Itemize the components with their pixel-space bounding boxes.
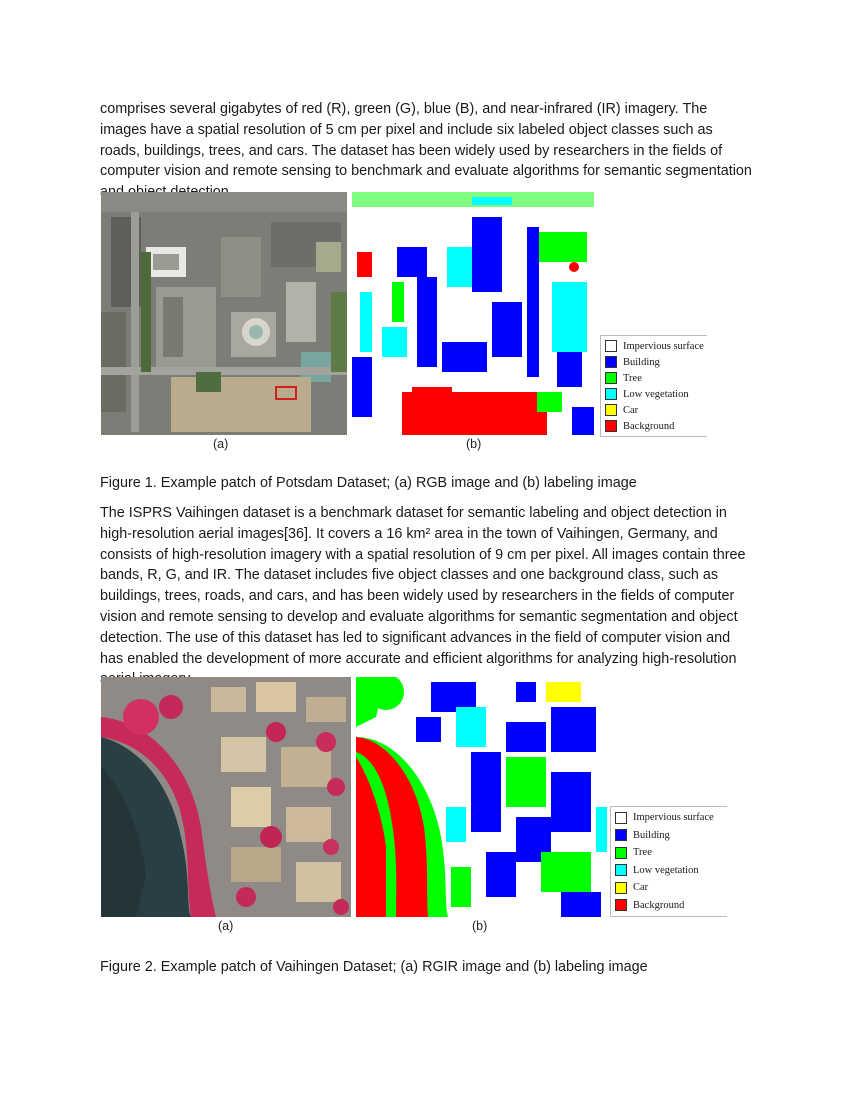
potsdam-label-image xyxy=(352,192,594,435)
legend-label: Background xyxy=(623,420,675,432)
legend-swatch-tree xyxy=(615,847,627,859)
legend-swatch-low-vegetation xyxy=(605,388,617,400)
legend-label: Low vegetation xyxy=(633,864,699,876)
legend-swatch-car xyxy=(605,404,617,416)
legend-label: Impervious surface xyxy=(623,340,704,352)
legend-swatch-low-vegetation xyxy=(615,864,627,876)
potsdam-legend xyxy=(600,335,707,437)
legend-row xyxy=(611,897,727,915)
legend-row xyxy=(611,844,727,862)
legend-label: Car xyxy=(633,882,649,894)
legend-label: Impervious surface xyxy=(633,812,714,824)
legend-label: Low vegetation xyxy=(623,388,689,400)
legend-row xyxy=(601,370,707,386)
paragraph-1: comprises several gigabytes of red (R), green (G), blue (B), and near-infrared (IR) imagery. The images have a spatial resolution of 5 cm per pixel and include six labeled object classes such as roads, buildings, trees, and cars. The dataset has been widely used by researchers in the fields of computer vision and remote sensing to benchmark and evaluate algorithms for semantic segmentation xyxy=(100,101,752,180)
legend-swatch-background xyxy=(605,420,617,432)
legend-swatch-car xyxy=(615,882,627,894)
legend-swatch-building xyxy=(605,356,617,368)
figure2-sublabel-a: (a) xyxy=(218,919,234,933)
legend-label: Building xyxy=(633,829,670,841)
legend-swatch-impervious xyxy=(605,340,617,352)
figure1-sublabel-b: (b) xyxy=(466,437,482,451)
legend-row xyxy=(601,386,707,402)
legend-swatch-impervious xyxy=(615,812,627,824)
paragraph-2: The ISPRS Vaihingen dataset is a benchmark dataset for semantic labeling and object detection in high-resolution aerial images[36]. It covers a 16 km² area in the town of Vaihingen, Germany, and consists of high-resolution imagery with a spatial resolution of 9 cm per pixel. All images contain three bands, R, G, and IR. The dataset includes five object classes and one background class, such as buildings, trees, roads, and cars, and has been widely used by researchers in the fields of computer vision and remote sensing to develop and evaluate algorithms for semantic segmentation and object detection. The use of this dataset has led to significant advances in the field of computer vision and has enabled the development of more accurate and efficient algorithms for analyzing high-resolution xyxy=(100,505,746,667)
legend-label: Tree xyxy=(633,847,652,859)
figure1-sublabel-a: (a) xyxy=(213,437,229,451)
figure2-caption: Figure 2. Example patch of Vaihingen Dataset; (a) RGIR image and (b) labeling image xyxy=(100,959,648,975)
legend-label: Background xyxy=(633,899,685,911)
legend-row xyxy=(611,862,727,880)
legend-label: Car xyxy=(623,404,639,416)
legend-row xyxy=(601,338,707,354)
legend-row xyxy=(611,827,727,845)
legend-row xyxy=(611,879,727,897)
legend-row xyxy=(601,418,707,434)
vaihingen-legend xyxy=(610,806,727,917)
legend-label: Building xyxy=(623,356,660,368)
legend-swatch-tree xyxy=(605,372,617,384)
figure2-sublabel-b: (b) xyxy=(472,919,488,933)
legend-row xyxy=(601,354,707,370)
legend-row xyxy=(601,402,707,418)
legend-row xyxy=(611,809,727,827)
potsdam-rgb-image xyxy=(101,192,347,435)
legend-swatch-building xyxy=(615,829,627,841)
figure1-caption: Figure 1. Example patch of Potsdam Dataset; (a) RGB image and (b) labeling image xyxy=(100,475,637,491)
legend-label: Tree xyxy=(623,372,642,384)
legend-swatch-background xyxy=(615,899,627,911)
vaihingen-label-image xyxy=(356,677,607,917)
vaihingen-rgir-image xyxy=(101,677,351,917)
